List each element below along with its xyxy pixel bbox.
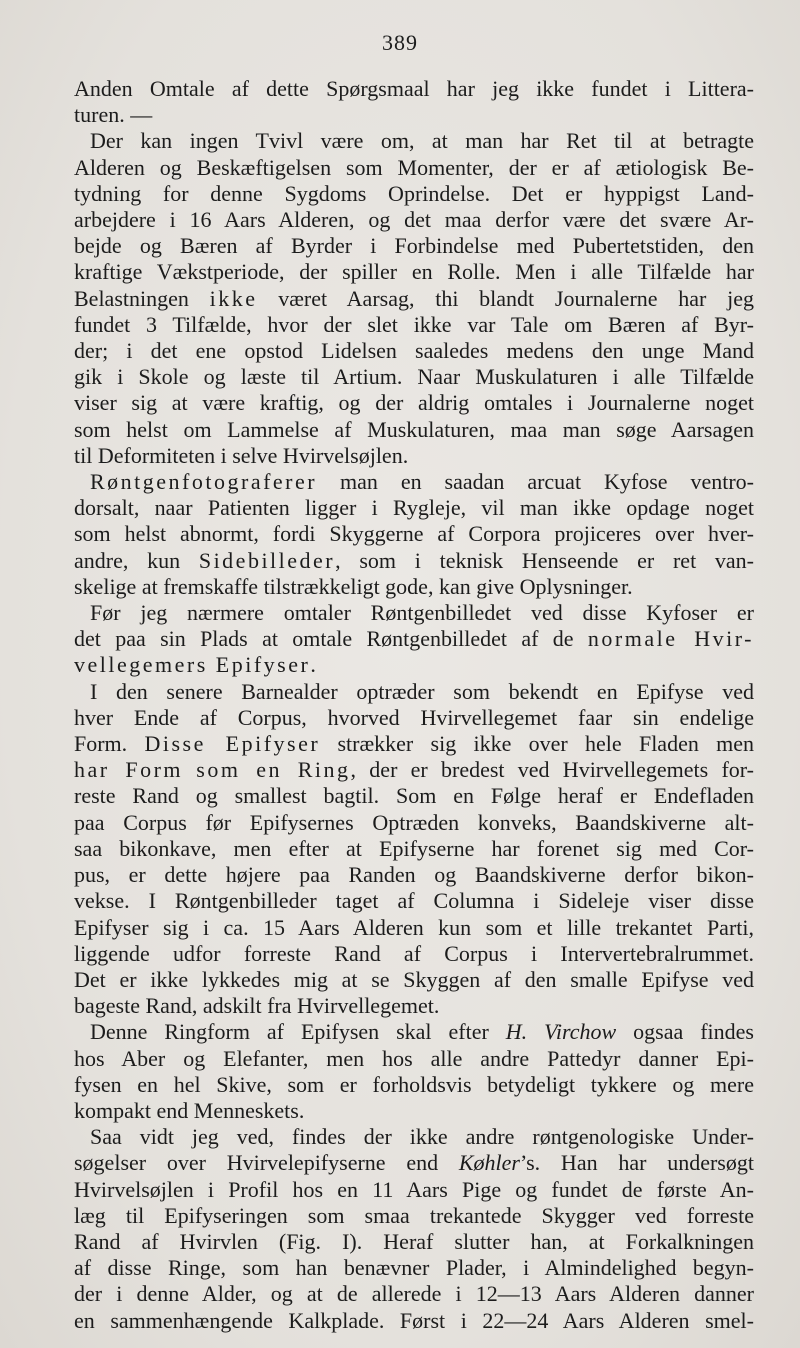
text-line: Alderen og Beskæftigelsen som Momenter, der er af ætiologisk Be-	[74, 154, 754, 180]
text-segment: , som i teknisk Henseende er ret van-	[335, 547, 754, 573]
text-segment: Form.	[74, 731, 145, 757]
text-segment: været Aarsag, thi blandt Journalerne har jeg	[257, 285, 754, 311]
text-line	[74, 286, 754, 312]
text-line: hos Aber og Elefanter, men hos alle andre Pattedyr danner Epi-	[74, 1045, 754, 1071]
spaced-emphasis: Sidebilleder	[198, 547, 336, 573]
text-line: tydning for denne Sygdoms Oprindelse. Det er hyppigst Land-	[74, 180, 754, 206]
text-line	[74, 1019, 754, 1045]
text-segment: Denne Ringform af Epifysen skal efter	[90, 1019, 506, 1045]
text-line: Rand af Hvirvlen (Fig. I). Heraf slutter han, at Forkalkningen	[74, 1228, 754, 1254]
italic-name: H. Virchow	[505, 1019, 617, 1045]
spaced-emphasis: ikke	[209, 285, 258, 311]
text-line: dorsalt, naar Patienten ligger i Rygleje, vil man ikke opdage noget	[74, 495, 754, 521]
text-line: fysen en hel Skive, som er forholdsvis betydeligt tykkere og mere	[74, 1071, 754, 1097]
text-line: paa Corpus før Epifysernes Optræden konveks, Baandskiverne alt-	[74, 809, 754, 835]
text-line: reste Rand og smallest bagtil. Som en Følge heraf er Endefladen	[74, 783, 754, 809]
text-segment: søgelser over Hvirvelepifyserne end	[74, 1150, 459, 1176]
text-segment: Belastningen	[74, 285, 210, 311]
text-line: vekse. I Røntgenbilleder taget af Columna i Sideleje viser disse	[74, 888, 754, 914]
text-line	[74, 1150, 754, 1176]
text-line	[74, 652, 754, 678]
text-line: skelige at fremskaffe tilstrækkeligt gode, kan give Oplysninger.	[74, 573, 633, 599]
text-line: turen. —	[74, 102, 153, 128]
text-segment: strækker sig ikke over hele Fladen men	[320, 731, 754, 757]
text-line: Før jeg nærmere omtaler Røntgenbilledet ved disse Kyfoser er	[90, 600, 754, 626]
text-segment: , der er bredest ved Hvirvellegemets for-	[350, 757, 755, 783]
text-line: af disse Ringe, som han benævner Plader, i Almindelighed begyn-	[74, 1255, 754, 1281]
spaced-emphasis: har Form	[74, 757, 184, 783]
text-line	[74, 731, 754, 757]
text-line: Saa vidt jeg ved, findes der ikke andre røntgenologiske Under-	[90, 1124, 754, 1150]
text-line: Hvirvelsøjlen i Profil hos en 11 Aars Pige og fundet de første An-	[74, 1176, 754, 1202]
text-line: læg til Epifyseringen som smaa trekantede Skygger ved forreste	[74, 1202, 754, 1228]
body-text	[74, 76, 754, 1334]
text-line: Der kan ingen Tvivl være om, at man har Ret til at betragte	[90, 128, 754, 154]
spaced-emphasis: som en Ring	[196, 757, 351, 783]
text-line: kraftige Vækstperiode, der spiller en Rolle. Men i alle Tilfælde har	[74, 259, 754, 285]
text-segment: man en saadan arcuat Kyfose ventro-	[317, 469, 754, 495]
text-line: fundet 3 Tilfælde, hvor der slet ikke var Tale om Bæren af Byr-	[74, 311, 754, 337]
text-line: Det er ikke lykkedes mig at se Skyggen af den smalle Epifyse ved	[74, 966, 754, 992]
text-line: I den senere Barnealder optræder som bekendt en Epifyse ved	[90, 678, 754, 704]
text-segment	[183, 757, 196, 782]
text-line: der; i det ene opstod Lidelsen saaledes medens den unge Mand	[74, 338, 754, 364]
text-line: viser sig at være kraftig, og der aldrig omtales i Journalerne noget	[74, 390, 754, 416]
text-line: pus, er dette højere paa Randen og Baandskiverne derfor bikon-	[74, 862, 754, 888]
text-line: saa bikonkave, men efter at Epifyserne har forenet sig med Cor-	[74, 835, 754, 861]
italic-name: Køhler	[458, 1150, 520, 1176]
text-line: Epifyser sig i ca. 15 Aars Alderen kun som et lille trekantet Parti,	[74, 914, 754, 940]
text-line: Anden Omtale af dette Spørgsmaal har jeg ikke fundet i Littera-	[74, 76, 754, 101]
text-line: som helst om Lammelse af Muskulaturen, maa man søge Aarsagen	[74, 416, 754, 442]
spaced-emphasis: normale Hvir-	[587, 626, 754, 652]
text-line: til Deformiteten i selve Hvirvelsøjlen.	[74, 442, 409, 468]
text-segment: andre, kun	[74, 547, 199, 573]
text-line: som helst abnormt, fordi Skyggerne af Corpora projiceres over hver-	[74, 521, 754, 547]
text-line: liggende udfor forreste Rand af Corpus i Intervertebralrummet.	[74, 940, 754, 966]
text-line	[74, 548, 754, 574]
text-line: arbejdere i 16 Aars Alderen, og det maa derfor være det svære Ar-	[74, 207, 754, 233]
spaced-emphasis: Disse Epifyser	[144, 731, 321, 757]
text-line: bageste Rand, adskilt fra Hvirvellegemet.	[74, 993, 440, 1019]
text-line: der i denne Alder, og at de allerede i 12—13 Aars Alderen danner	[74, 1281, 754, 1307]
text-line: gik i Skole og læste til Artium. Naar Muskulaturen i alle Tilfælde	[74, 364, 754, 390]
text-segment: .	[310, 652, 316, 678]
text-line: kompakt end Menneskets.	[74, 1097, 305, 1123]
text-line: en sammenhængende Kalkplade. Først i 22—24 Aars Alderen smel-	[74, 1307, 754, 1333]
spaced-emphasis: vellegemers Epifyser	[74, 652, 311, 678]
text-segment: det paa sin Plads at omtale Røntgenbilledet af de	[74, 626, 588, 652]
text-line	[74, 626, 754, 652]
text-line	[74, 469, 754, 495]
text-line: bejde og Bæren af Byrder i Forbindelse med Pubertetstiden, den	[74, 233, 754, 259]
text-segment: ’s. Han har undersøgt	[519, 1150, 754, 1176]
text-segment: ogsaa findes	[616, 1019, 754, 1045]
text-line: hver Ende af Corpus, hvorved Hvirvellegemet faar sin endelige	[74, 704, 754, 730]
page-number: 389	[382, 30, 418, 55]
text-line	[74, 757, 754, 783]
spaced-emphasis: Røntgenfotograferer	[90, 469, 318, 495]
